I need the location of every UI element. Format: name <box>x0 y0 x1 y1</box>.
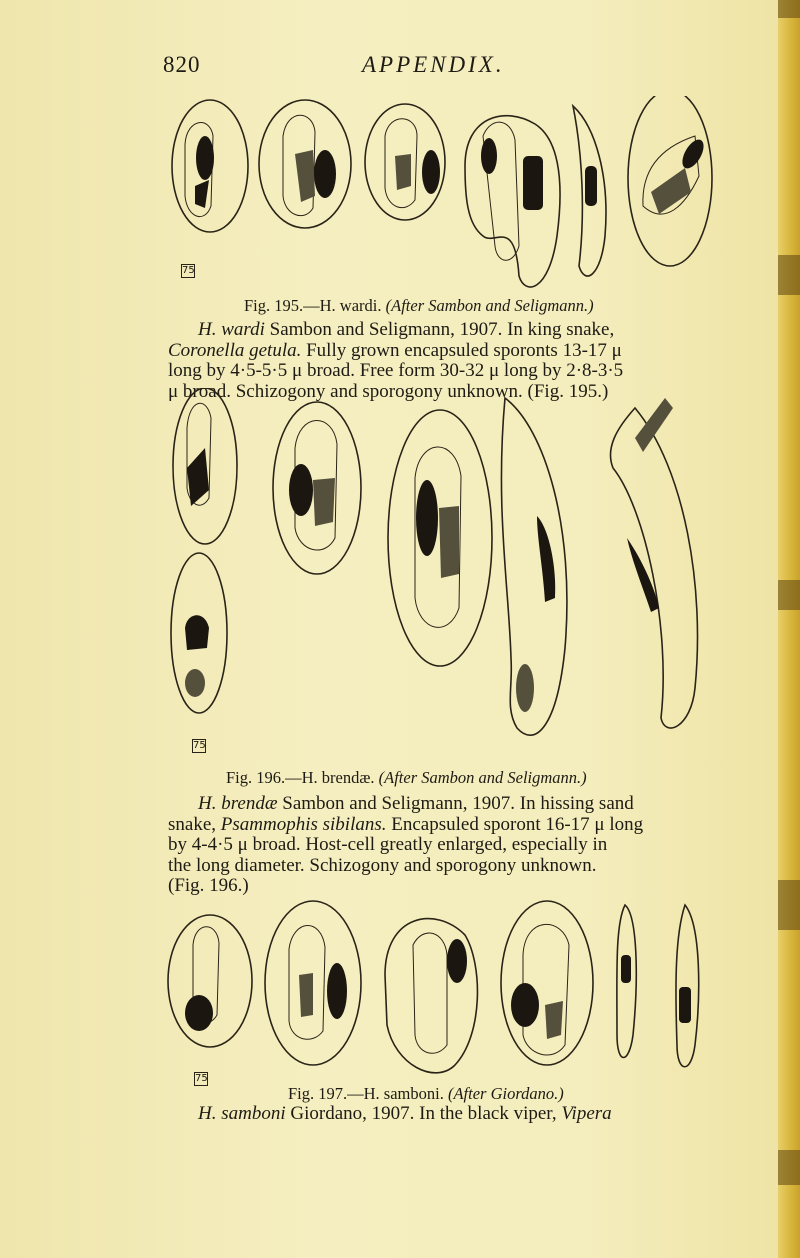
host-psammophis: Psammophis sibilans. <box>220 813 387 835</box>
host-vipera: Vipera <box>561 1103 612 1124</box>
paragraph-h-samboni: H. samboni Giordano, 1907. In the black viper, Vipera <box>198 1103 612 1124</box>
fig195-cell-2 <box>259 100 351 228</box>
fig195-cell-1 <box>172 100 248 232</box>
fig196-cell-2 <box>171 553 227 713</box>
species-h-brendae: H. brendæ <box>198 793 278 814</box>
figure-197-label: Fig. 197.—H. samboni. <box>288 1084 444 1103</box>
figure-197-illustration <box>165 895 725 1085</box>
paragraph-h-brendae: H. brendæ Sambon and Seligmann, 1907. In hissing sand snake, Psammophis sibilans. Encapsuled sporont 16-17 μ long by 4-4·5 μ broad. Host-cell greatly enlarged, especially in the long diameter. Schizogony and sporogony unknown. (Fig. 196.) <box>168 793 644 896</box>
fig197-cell-1 <box>168 915 252 1047</box>
fig196-cell-1 <box>173 388 237 544</box>
fig197-cell-6 <box>676 905 699 1067</box>
fig196-cell-5 <box>501 398 567 735</box>
figure-195-attribution: (After Sambon and Seligmann.) <box>385 296 594 315</box>
figure-197-plate-marker: 75 <box>195 1073 208 1084</box>
figure-195-label: Fig. 195.—H. wardi. <box>244 296 382 315</box>
fig196-cell-3 <box>273 402 361 574</box>
species-h-wardi: H. wardi <box>198 319 265 340</box>
figure-197-caption <box>288 1084 564 1104</box>
fig196-cell-4 <box>388 410 492 666</box>
figure-196-caption <box>226 768 587 788</box>
figure-196-plate-marker: 75 <box>193 740 206 751</box>
figure-195-caption <box>244 296 594 316</box>
fig197-cell-2 <box>265 901 361 1065</box>
figure-196-attribution: (After Sambon and Seligmann.) <box>378 768 587 787</box>
figure-196-illustration <box>165 388 725 773</box>
page-number: 820 <box>163 52 201 77</box>
fig195-cell-3 <box>365 104 445 220</box>
species-h-samboni: H. samboni <box>198 1103 286 1124</box>
figure-196-label: Fig. 196.—H. brendæ. <box>226 768 375 787</box>
figure-195-plate-marker: 75 <box>182 265 195 276</box>
figure-195-illustration <box>165 96 725 296</box>
page-edge <box>778 0 800 1258</box>
fig195-cell-5 <box>573 106 606 276</box>
running-head: APPENDIX. <box>362 52 505 77</box>
fig196-cell-6 <box>610 398 697 728</box>
fig197-cell-4 <box>501 901 593 1065</box>
fig195-cell-6 <box>628 96 712 266</box>
figure-197-attribution: (After Giordano.) <box>447 1084 564 1103</box>
paragraph-h-wardi: H. wardi Sambon and Seligmann, 1907. In king snake, Coronella getula. Fully grown encapsuled sporonts 13-17 μ long by 4·5-5·5 μ broad. Free form 30-32 μ long by 2·8-3·5 μ broad. Schizogony and sporogony unknown. (Fig. 195.) <box>168 319 624 402</box>
fig197-cell-3 <box>385 919 477 1073</box>
fig195-cell-4 <box>465 116 560 287</box>
fig197-cell-5 <box>617 905 636 1058</box>
host-coronella: Coronella getula. <box>168 339 302 361</box>
page-header <box>0 52 778 92</box>
